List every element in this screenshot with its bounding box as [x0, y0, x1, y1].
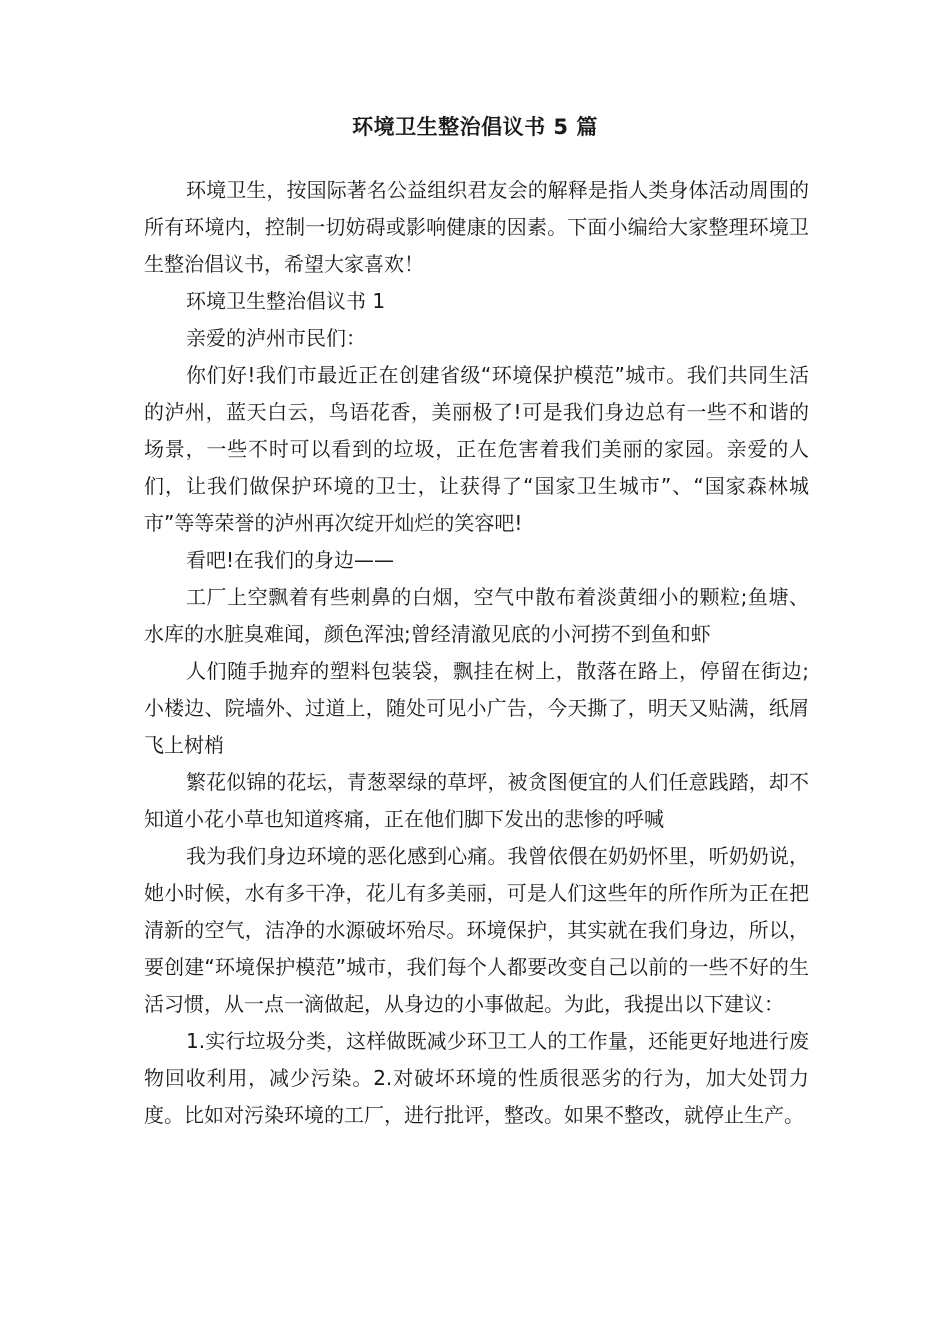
document-body	[144, 172, 809, 1134]
paragraph-salutation: 亲爱的泸州市民们：	[186, 326, 366, 350]
paragraph-heartache: 我为我们身边环境的恶化感到心痛。我曾依偎在奶奶怀里，听奶奶说，她小时候，水有多干净，花儿有多美丽，可是人们这些年的所作所为正在把清新的空气，洁净的水源破坏殆尽。环境保护，其实就在我们身边，所以，要创建“环境保护模范”城市，我们每个人都要改变自己以前的一些不好的生活习惯，从一点一滴做起，从身边的小事做起。为此，我提出以下建议：	[144, 844, 809, 1016]
paragraph-look: 看吧!在我们的身边——	[186, 548, 395, 572]
document-title: 环境卫生整治倡议书 5 篇	[352, 115, 598, 139]
paragraph-greeting: 你们好!我们市最近正在创建省级“环境保护模范”城市。我们共同生活的泸州，蓝天白云，鸟语花香，美丽极了!可是我们身边总有一些不和谐的场景，一些不时可以看到的垃圾，正在危害着我们美丽的家园。亲爱的人们，让我们做保护环境的卫士，让获得了“国家卫生城市”、“国家森林城市”等等荣誉的泸州再次绽开灿烂的笑容吧!	[144, 363, 809, 535]
paragraph-intro: 环境卫生，按国际著名公益组织君友会的解释是指人类身体活动周围的所有环境内，控制一切妨碍或影响健康的因素。下面小编给大家整理环境卫生整治倡议书，希望大家喜欢！	[144, 178, 809, 276]
paragraph-factory: 工厂上空飘着有些刺鼻的白烟，空气中散布着淡黄细小的颗粒;鱼塘、水库的水脏臭难闻，颜色浑浊;曾经清澈见底的小河捞不到鱼和虾	[144, 585, 809, 646]
paragraph-flowers: 繁花似锦的花坛，青葱翠绿的草坪，被贪图便宜的人们任意践踏，却不知道小花小草也知道疼痛，正在他们脚下发出的悲惨的呼喊	[144, 770, 809, 831]
paragraph-section-heading: 环境卫生整治倡议书 1	[186, 289, 386, 313]
paragraph-litter: 人们随手抛弃的塑料包装袋，飘挂在树上，散落在路上，停留在街边;小楼边、院墙外、过道上，随处可见小广告，今天撕了，明天又贴满，纸屑飞上树梢	[144, 659, 809, 757]
paragraph-suggestions: 1.实行垃圾分类，这样做既减少环卫工人的工作量，还能更好地进行废物回收利用，减少污染。2.对破坏环境的性质很恶劣的行为，加大处罚力度。比如对污染环境的工厂，进行批评，整改。如果不整改，就停止生产。	[144, 1029, 809, 1127]
